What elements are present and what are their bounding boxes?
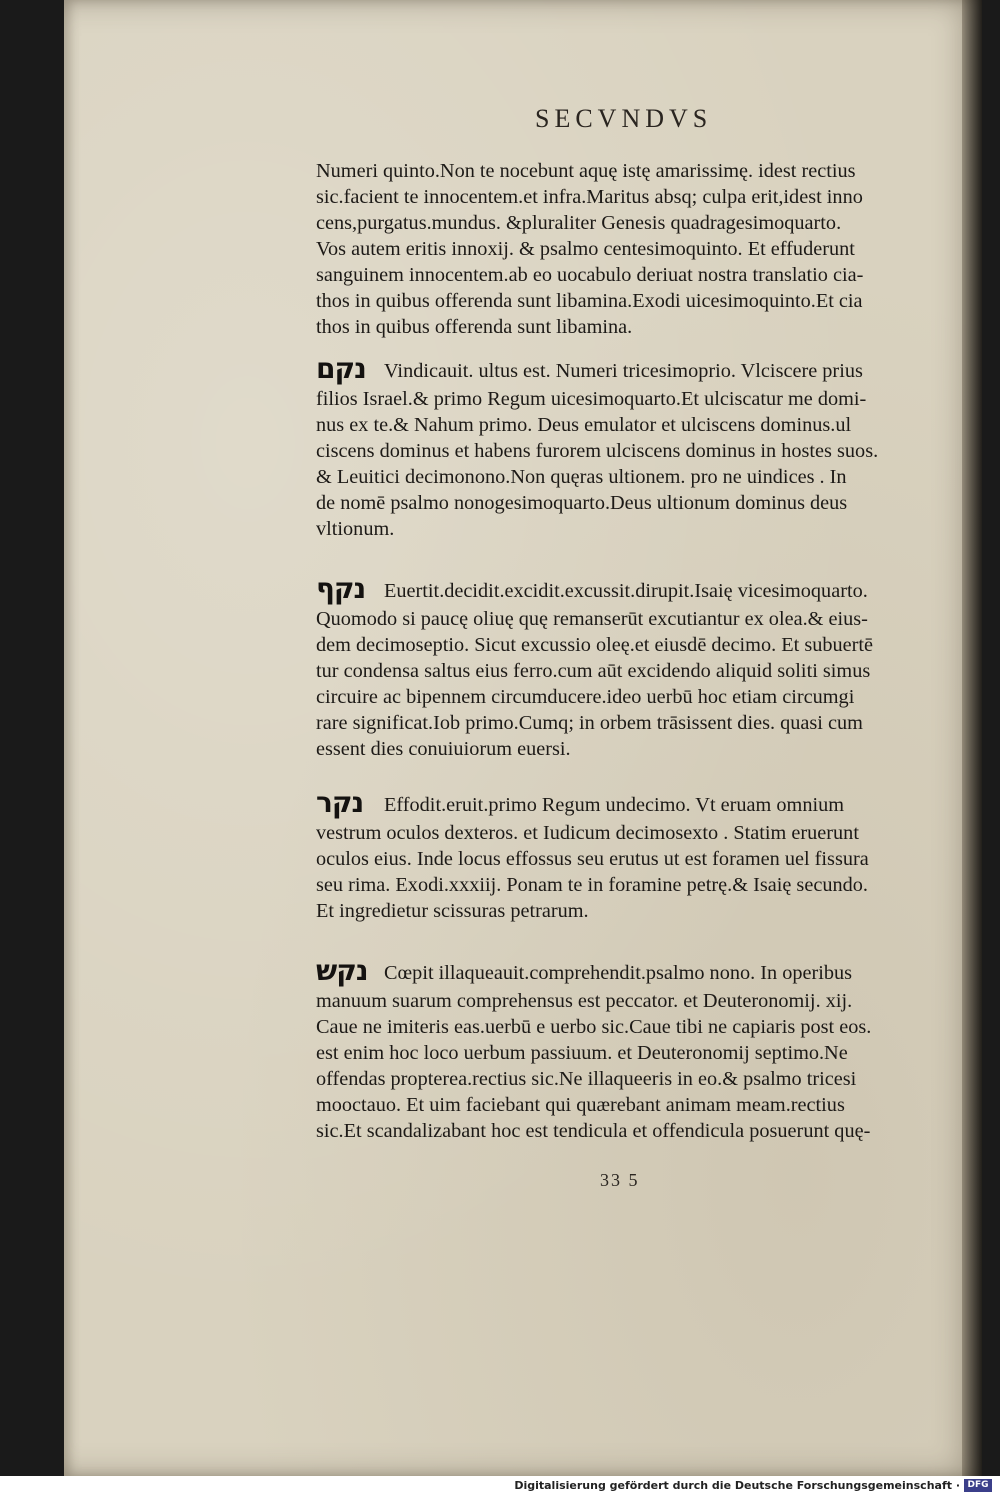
text-line: thos in quibus offerenda sunt libamina.Exodi uicesimoquinto.Et cia [316,290,863,312]
text-line: oculos eius. Inde locus effossus seu erutus ut est foramen uel fissura [316,848,869,870]
text-line: essent dies conuiuiorum euersi. [316,738,571,760]
text-line: sic.facient te innocentem.et infra.Maritus absq; culpa erit,idest inno [316,186,863,208]
entry-nqf [316,572,962,762]
entry-headline [316,352,962,386]
text-line: Caue ne imiteris eas.uerbū e uerbo sic.Caue tibi ne capiaris post eos. [316,1016,872,1038]
text-block-1 [316,158,962,340]
text-line: de nomē psalmo nonogesimoquarto.Deus ultionum dominus deus [316,492,848,514]
text-line: Vindicauit. ultus est. Numeri tricesimoprio. Vlciscere prius [384,360,863,382]
funding-credit: Digitalisierung gefördert durch die Deutsche Forschungsgemeinschaft · [514,1479,960,1492]
page-edge-shadow [962,0,982,1476]
running-head: SECVNDVS [535,104,713,133]
text-line: Quomodo si paucę oliuę quę remanserūt excutiantur ex olea.& eius- [316,608,868,630]
text-line: Euertit.decidit.excidit.excussit.dirupit.Isaię vicesimoquarto. [384,580,868,602]
text-line: mooctauo. Et uim faciebant qui quærebant animam meam.rectius [316,1094,845,1116]
text-line: Numeri quinto.Non te nocebunt aquę istę amarissimę. idest rectius [316,160,856,182]
entry-nqsh [316,954,962,1144]
text-line: vestrum oculos dexteros. et Iudicum decimosexto . Statim eruerunt [316,822,859,844]
text-line: thos in quibus offerenda sunt libamina. [316,316,633,338]
text-line: Cœpit illaqueauit.comprehendit.psalmo nono. In operibus [384,962,853,984]
entry-nqm [316,352,962,542]
text-line: ciscens dominus et habens furorem ulciscens dominus in hostes suos. [316,440,879,462]
text-line: Et ingredietur scissuras petrarum. [316,900,589,922]
hebrew-headword: נקש [316,954,368,987]
text-line: filios Israel.& primo Regum uicesimoquarto.Et ulciscatur me domi- [316,388,867,410]
dfg-logo: DFG [964,1479,992,1492]
hebrew-headword: נקם [316,352,366,385]
hebrew-headword: נקר [316,786,364,819]
text-line: sanguinem innocentem.ab eo uocabulo deriuat nostra translatio cia- [316,264,864,286]
text-line: nus ex te.& Nahum primo. Deus emulator et ulciscens dominus.ul [316,414,852,436]
text-line: Effodit.eruit.primo Regum undecimo. Vt eruam omnium [384,794,845,816]
text-line: sic.Et scandalizabant hoc est tendicula et offendicula posuerunt quę- [316,1120,871,1142]
entry-headline [316,572,962,606]
hebrew-headword: נקף [316,572,366,605]
entry-nqr [316,786,962,924]
text-line: est enim hoc loco uerbum passiuum. et Deuteronomij septimo.Ne [316,1042,848,1064]
text-line: manuum suarum comprehensus est peccator. et Deuteronomij. xij. [316,990,853,1012]
text-line: dem decimoseptio. Sicut excussio oleę.et eiusdē decimo. Et subuertē [316,634,874,656]
digitization-footer [0,1476,1000,1496]
page-number: 33 5 [600,1170,640,1190]
text-line: Vos autem eritis innoxij. & psalmo centesimoquinto. Et effuderunt [316,238,855,260]
entry-headline [316,954,962,988]
text-line: circuire ac bipennem circumducere.ideo uerbū hoc etiam circumgi [316,686,855,708]
text-line: & Leuitici decimonono.Non quęras ultionem. pro ne uindices . In [316,466,847,488]
text-line: seu rima. Exodi.xxxiij. Ponam te in foramine petrę.& Isaię secundo. [316,874,868,896]
text-line: tur condensa saltus eius ferro.cum aūt excidendo aliquid soliti simus [316,660,871,682]
text-line: offendas propterea.rectius sic.Ne illaqueeris in eo.& psalmo tricesi [316,1068,857,1090]
text-line: cens,purgatus.mundus. &pluraliter Genesis quadragesimoquarto. [316,212,842,234]
text-line: rare significat.Iob primo.Cumq; in orbem trāsissent dies. quasi cum [316,712,863,734]
text-line: vltionum. [316,518,395,540]
entry-headline [316,786,962,820]
